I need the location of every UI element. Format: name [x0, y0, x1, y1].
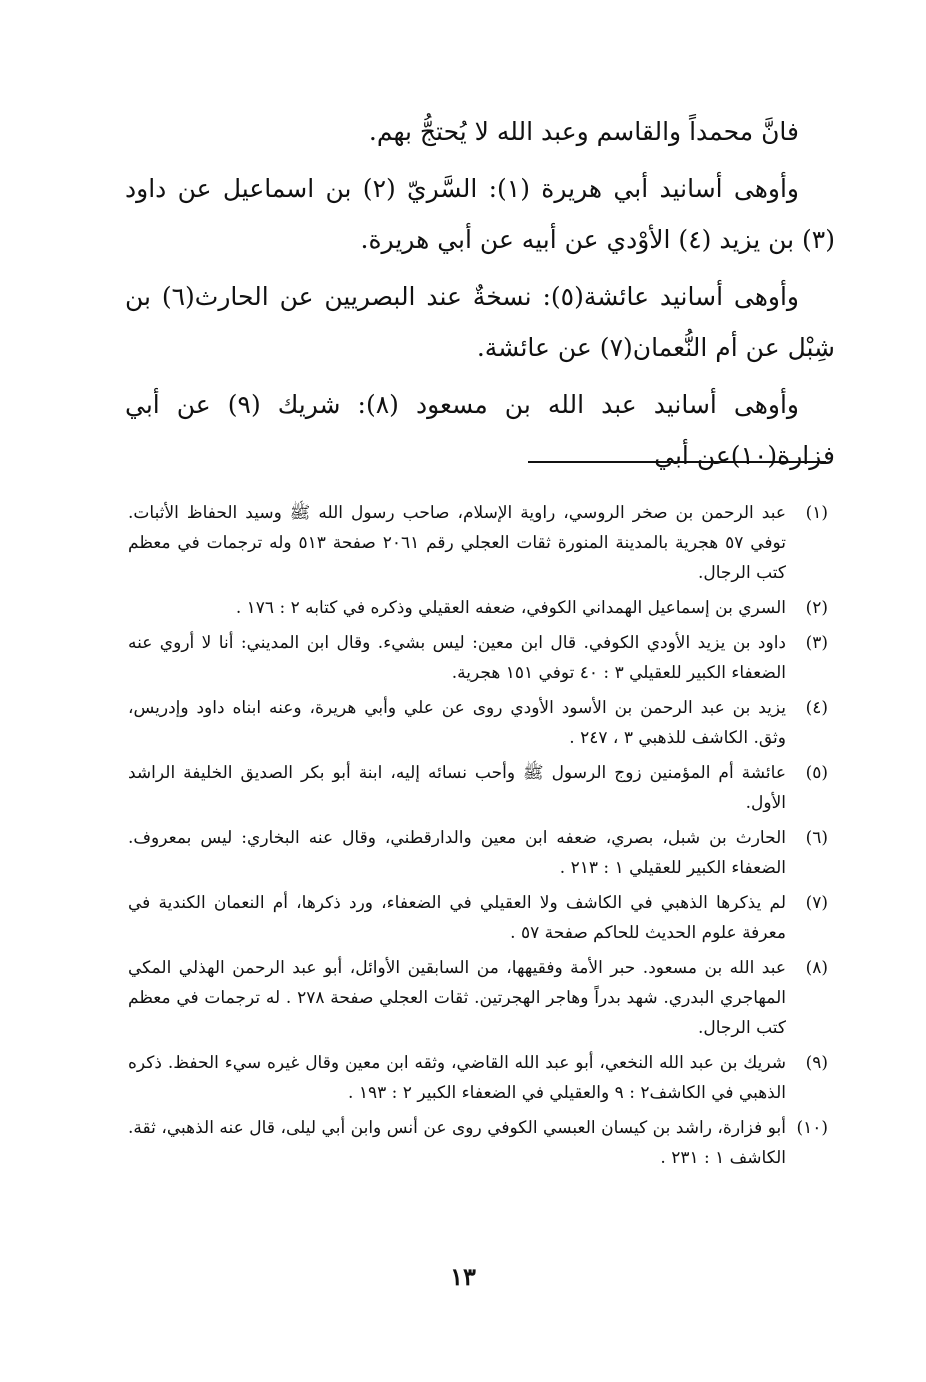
main-paragraph-3: وأوهى أسانيد عائشة(٥): نسخةٌ عند البصريين عن الحارث(٦) بن شِبْل عن أم النُّعمان(٧) عن عائشة.: [125, 282, 835, 362]
footnote-text: عبد الله بن مسعود. حبر الأمة وفقيهها، من السابقين الأوائل، أبو عبد الرحمن الهذلي المكي المهاجري البدري. شهد بدراً وهاجر الهجرتين. ثقات العجلي صفحة ٢٧٨ . له ترجمات في معظم كتب الرجال.: [128, 958, 786, 1038]
footnote-number: (٨): [805, 958, 828, 978]
footnote-text: لم يذكرها الذهبي في الكاشف ولا العقيلي في الضعفاء، ورد ذكرها، أم النعمان الكندية في معرفة علوم الحديث للحاكم صفحة ٥٧ .: [128, 893, 786, 943]
footnote: [128, 888, 828, 948]
footnote-text: أبو فزارة، راشد بن كيسان العبسي الكوفي روى عن أنس وابن أبي ليلى، قال عنه الذهبي، ثقة. الكاشف ١ : ٢٣١ .: [128, 1118, 786, 1168]
footnote-number: (٩): [805, 1053, 828, 1073]
footnote: [128, 1113, 828, 1173]
page-number: ١٣: [450, 1262, 476, 1291]
footnote: [128, 628, 828, 688]
footnote: [128, 953, 828, 1043]
footnote-number: (٦): [805, 828, 828, 848]
footnote: [128, 1048, 828, 1108]
footnote-number: (٥): [805, 763, 828, 783]
footnote: [128, 823, 828, 883]
footnote-number: (٤): [805, 698, 828, 718]
footnote-text: عبد الرحمن بن صخر الروسي، راوية الإسلام، صاحب رسول الله ﷺ وسيد الحفاظ الأثبات. توفي ٥٧ هجرية بالمدينة المنورة ثقات العجلي رقم ٢٠٦١ صفحة ٥١٣ وله ترجمات في معظم كتب الرجال.: [128, 503, 786, 583]
footnote-number: (١): [805, 503, 828, 523]
footnote: [128, 693, 828, 753]
footnote-number: (١٠): [796, 1118, 828, 1138]
main-text: [125, 106, 835, 487]
footnote-text: شريك بن عبد الله النخعي، أبو عبد الله القاضي، وثقه ابن معين وقال غيره سيء الحفظ. ذكره الذهبي في الكاشف٢ : ٩ والعقيلي في الضعفاء الكبير ٢ : ١٩٣ .: [128, 1053, 786, 1103]
footnote-number: (٣): [805, 633, 828, 653]
footnote: [128, 758, 828, 818]
footnotes: [128, 498, 828, 1178]
main-paragraph-4: وأوهى أسانيد عبد الله بن مسعود (٨): شريك (٩) عن أبي فزارة(١٠)عن أبي: [125, 390, 835, 470]
footnote: [128, 498, 828, 588]
footnote-text: يزيد بن عبد الرحمن بن الأسود الأودي روى عن علي وأبي هريرة، وعنه ابناه داود وإدريس، وثق. الكاشف للذهبي ٣ ، ٢٤٧ .: [128, 698, 786, 748]
footnote-divider: [528, 461, 826, 463]
main-paragraph-2: وأوهى أسانيد أبي هريرة (١): السَّريّ (٢) بن اسماعيل عن داود (٣) بن يزيد (٤) الأوْدي عن أبيه عن أبي هريرة.: [125, 174, 835, 254]
footnote-text: الحارث بن شبل، بصري، ضعفه ابن معين والدارقطني، وقال عنه البخاري: ليس بمعروف. الضعفاء الكبير للعقيلي ١ : ٢١٣ .: [128, 828, 786, 878]
footnote: [128, 593, 828, 623]
main-paragraph-1: فانَّ محمداً والقاسم وعبد الله لا يُحتجُّ بهم.: [368, 117, 799, 146]
footnote-number: (٧): [805, 893, 828, 913]
footnote-text: السري بن إسماعيل الهمداني الكوفي، ضعفه العقيلي وذكره في كتابه ٢ : ١٧٦ .: [235, 598, 786, 618]
footnote-text: عائشة أم المؤمنين زوج الرسول ﷺ وأحب نسائه إليه، ابنة أبو بكر الصديق الخليفة الراشد الأول.: [128, 763, 786, 813]
footnote-number: (٢): [805, 598, 828, 618]
footnote-text: داود بن يزيد الأودي الكوفي. قال ابن معين: ليس بشيء. وقال ابن المديني: أنا لا أروي عنه الضعفاء الكبير للعقيلي ٣ : ٤٠ توفي ١٥١ هجرية.: [128, 633, 786, 683]
